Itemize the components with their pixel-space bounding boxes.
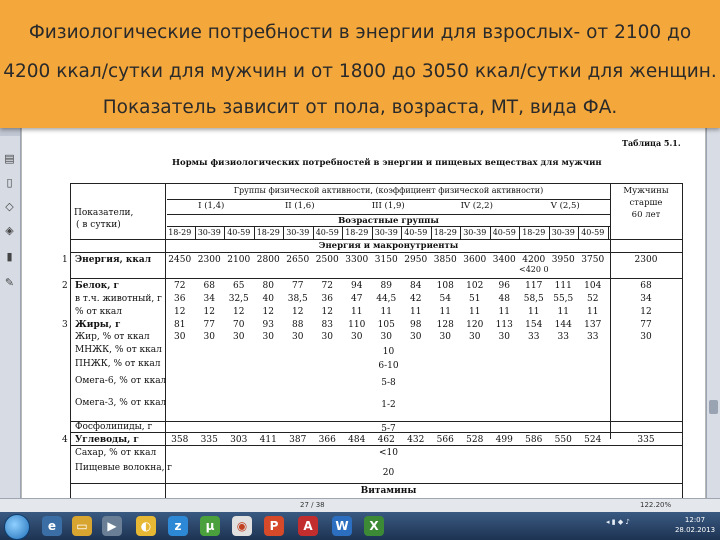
pdf-sidebar — [0, 128, 21, 498]
row-value: 55,5 — [553, 294, 574, 304]
row-value: 154 — [525, 320, 543, 330]
row-label: % от ккал — [75, 307, 123, 317]
table-rule — [70, 421, 682, 422]
header-group: I (1,4) — [198, 201, 225, 211]
fatty-label: Омега-3, % от ккал — [75, 398, 167, 408]
row-value: 42 — [410, 294, 422, 304]
row-value: 98 — [410, 320, 422, 330]
row-value: 11 — [380, 307, 392, 317]
row-value: 2950 — [404, 255, 428, 265]
row-value: 30 — [410, 332, 422, 342]
row-label: Жиры, г — [75, 320, 121, 330]
row-value: 72 — [174, 281, 186, 291]
row-value: 335 — [200, 435, 218, 445]
fatty-value: 5-7 — [381, 424, 396, 434]
row-value: 566 — [436, 435, 454, 445]
row-label: Энергия, ккал — [75, 255, 152, 265]
row-value: 68 — [640, 281, 652, 291]
row-value: 113 — [495, 320, 513, 330]
row-value: 33 — [528, 332, 540, 342]
row-value: 12 — [292, 307, 304, 317]
slide-banner — [0, 0, 720, 128]
row-value: 12 — [262, 307, 274, 317]
row-value: 11 — [557, 307, 569, 317]
header-elderly: 60 лет — [631, 210, 661, 220]
header-age: 18-29 — [168, 228, 192, 237]
header-age: 18-29 — [345, 228, 369, 237]
row-value: 70 — [233, 320, 245, 330]
section-vitamins: Витамины — [360, 486, 417, 496]
ie-icon[interactable]: e — [42, 516, 62, 536]
banner-line-3: Показатель зависит от пола, возраста, МТ, вида ФА. — [102, 97, 618, 118]
row-value: 38,5 — [287, 294, 308, 304]
fatty-label: Фосфолипиды, г — [75, 422, 153, 432]
row-value: 30 — [233, 332, 245, 342]
row-value: 117 — [525, 281, 543, 291]
row-value: 30 — [439, 332, 451, 342]
row-value: 3750 — [581, 255, 605, 265]
excel-icon[interactable]: X — [364, 516, 384, 536]
row-value: 30 — [203, 332, 215, 342]
row-value: 335 — [637, 435, 655, 445]
row-value: 34 — [640, 294, 652, 304]
row-value: 77 — [292, 281, 304, 291]
ftp-icon[interactable]: ◐ — [136, 516, 156, 536]
row-number: 1 — [62, 255, 68, 265]
attachments-icon[interactable]: ▯ — [6, 176, 13, 189]
sugar-value: <10 — [379, 448, 398, 458]
row-value: 93 — [262, 320, 274, 330]
row-value: 524 — [584, 435, 602, 445]
header-age: 30-39 — [286, 228, 310, 237]
row-value: 120 — [466, 320, 484, 330]
table-rule — [70, 483, 682, 484]
table-rule — [70, 183, 682, 184]
row-value: 2100 — [227, 255, 251, 265]
pages-icon[interactable]: ▤ — [4, 152, 15, 165]
banner-line-1: Физиологические потребности в энергии для взрослых- от 2100 до — [28, 22, 692, 43]
sidebar-toggle[interactable] — [0, 128, 20, 136]
fiber-label: Пищевые волокна, г — [75, 463, 173, 473]
row-value: 48 — [498, 294, 510, 304]
row-value: 110 — [348, 320, 366, 330]
fatty-value: 10 — [382, 347, 395, 357]
row-value: 499 — [495, 435, 513, 445]
header-age: 18-29 — [433, 228, 457, 237]
fatty-label: МНЖК, % от ккал — [75, 345, 162, 355]
table-rule — [608, 226, 609, 239]
row-value: 3300 — [345, 255, 369, 265]
fatty-value: 5-8 — [381, 378, 396, 388]
row-value: 52 — [587, 294, 599, 304]
table-rule — [167, 226, 610, 227]
row-value: 12 — [203, 307, 215, 317]
row-value: 484 — [348, 435, 366, 445]
row-value: 94 — [351, 281, 363, 291]
header-age: 18-29 — [522, 228, 546, 237]
header-group: II (1,6) — [284, 201, 315, 211]
sugar-label: Сахар, % от ккал — [75, 448, 157, 458]
row-value: 2500 — [315, 255, 339, 265]
header-group: V (2,5) — [550, 201, 580, 211]
row-value: 65 — [233, 281, 245, 291]
table-number: Таблица 5.1. — [622, 138, 681, 148]
row-value: 54 — [439, 294, 451, 304]
table-rule — [70, 278, 682, 279]
table-rule — [70, 252, 682, 253]
row-value: 12 — [321, 307, 333, 317]
row-value: 11 — [351, 307, 363, 317]
row-value: 11 — [528, 307, 540, 317]
row-value: 32,5 — [228, 294, 249, 304]
header-indicators-unit: ( в сутки) — [76, 220, 121, 230]
row-value: 108 — [436, 281, 454, 291]
row-value: 528 — [466, 435, 484, 445]
header-age: 40-59 — [227, 228, 251, 237]
row-value: 462 — [377, 435, 395, 445]
row-value: 30 — [351, 332, 363, 342]
table-rule — [70, 445, 682, 446]
row-value: 84 — [410, 281, 422, 291]
row-number: 2 — [62, 281, 68, 291]
row-value: 105 — [377, 320, 395, 330]
header-activity-groups: Группы физической активности, (коэффициент физической активности) — [233, 186, 544, 195]
row-value: 96 — [498, 281, 510, 291]
row-value: 4200 — [522, 255, 546, 265]
row-value: 11 — [587, 307, 599, 317]
table-rule — [167, 199, 610, 200]
clock[interactable] — [672, 515, 718, 535]
row-value: 30 — [292, 332, 304, 342]
row-value: 432 — [407, 435, 425, 445]
row-value: 81 — [174, 320, 186, 330]
table-rule — [167, 214, 610, 215]
row-value: 586 — [525, 435, 543, 445]
row-value: 387 — [289, 435, 307, 445]
row-value: 358 — [171, 435, 189, 445]
taskbar — [0, 512, 720, 540]
row-value: 111 — [554, 281, 572, 291]
row-value: 58,5 — [523, 294, 544, 304]
row-value: 47 — [351, 294, 363, 304]
clock-time: 12:07 — [684, 516, 706, 524]
header-age: 40-59 — [492, 228, 516, 237]
header-group: III (1,9) — [371, 201, 405, 211]
layers-icon[interactable]: ◈ — [5, 224, 14, 237]
row-value: 34 — [203, 294, 215, 304]
signature-icon[interactable]: ✎ — [4, 276, 15, 289]
row-value: 3950 — [551, 255, 575, 265]
row-label: в т.ч. животный, г — [75, 294, 162, 304]
comments-icon[interactable]: ◇ — [5, 200, 14, 213]
word-icon[interactable]: W — [332, 516, 352, 536]
header-age: 18-29 — [256, 228, 280, 237]
row-value: 2800 — [256, 255, 280, 265]
row-value: 411 — [259, 435, 277, 445]
row-value: 77 — [640, 320, 652, 330]
pdf-page — [22, 128, 705, 498]
row-value: 11 — [498, 307, 510, 317]
vertical-scrollbar[interactable] — [706, 128, 720, 498]
row-value: 3850 — [433, 255, 457, 265]
row-value: 11 — [410, 307, 422, 317]
row-value: 30 — [640, 332, 652, 342]
row-value: 303 — [230, 435, 248, 445]
row-value: 104 — [584, 281, 602, 291]
fatty-label: ПНЖК, % от ккал — [75, 359, 161, 369]
media-icon[interactable]: ▶ — [102, 516, 122, 536]
row-value: 51 — [469, 294, 481, 304]
row-value: 30 — [174, 332, 186, 342]
row-value: 550 — [554, 435, 572, 445]
row-value: 72 — [321, 281, 333, 291]
section-energy: Энергия и макронутриенты — [318, 241, 459, 251]
header-elderly: Мужчины — [623, 186, 669, 196]
z-app-icon[interactable]: z — [168, 516, 188, 536]
header-age: 30-39 — [551, 228, 575, 237]
row-value: 3400 — [492, 255, 516, 265]
table-rule — [682, 183, 683, 498]
table-rule — [70, 239, 682, 240]
status-bar — [0, 498, 720, 513]
row-label: Углеводы, г — [75, 435, 139, 445]
row-value: 83 — [321, 320, 333, 330]
row-value: 30 — [498, 332, 510, 342]
row-value: 102 — [466, 281, 484, 291]
browser-icon[interactable]: ◉ — [232, 516, 252, 536]
header-age: 30-39 — [374, 228, 398, 237]
row-value: 366 — [318, 435, 336, 445]
row-value: 36 — [174, 294, 186, 304]
folder-icon[interactable]: ▭ — [72, 516, 92, 536]
row-value: 44,5 — [376, 294, 397, 304]
table-rule — [70, 183, 71, 498]
row-value: 12 — [174, 307, 186, 317]
clock-date: 28.02.2013 — [674, 526, 716, 534]
row-value: 11 — [439, 307, 451, 317]
row-value: 144 — [554, 320, 572, 330]
row-value: 30 — [380, 332, 392, 342]
header-age-groups: Возрастные группы — [338, 216, 439, 226]
row-number: 4 — [62, 435, 68, 445]
row-label: Жир, % от ккал — [75, 332, 150, 342]
powerpoint-icon[interactable]: P — [264, 516, 284, 536]
row-value: 2300 — [634, 255, 658, 265]
header-age: 40-59 — [315, 228, 339, 237]
row-value: 3600 — [463, 255, 487, 265]
start-button[interactable] — [4, 514, 30, 540]
row-value: 137 — [584, 320, 602, 330]
row-value: 12 — [233, 307, 245, 317]
row-value: 89 — [380, 281, 392, 291]
row-note: <420 0 — [519, 265, 549, 274]
row-value: 30 — [321, 332, 333, 342]
row-label: Белок, г — [75, 281, 120, 291]
row-value: 30 — [469, 332, 481, 342]
header-group: IV (2,2) — [460, 201, 493, 211]
scrollbar-thumb[interactable] — [709, 400, 718, 414]
system-tray[interactable]: ◂ ▮ ◆ ♪ — [606, 518, 630, 526]
row-value: 88 — [292, 320, 304, 330]
row-value: 2650 — [286, 255, 310, 265]
header-age: 30-39 — [463, 228, 487, 237]
zoom-level[interactable]: 122.20% — [640, 501, 672, 509]
torrent-icon[interactable]: μ — [200, 516, 220, 536]
row-value: 40 — [262, 294, 274, 304]
acrobat-icon[interactable]: A — [298, 516, 318, 536]
fiber-value: 20 — [382, 468, 395, 478]
row-number: 3 — [62, 320, 68, 330]
row-value: 12 — [640, 307, 652, 317]
banner-line-2: 4200 ккал/сутки для мужчин и от 1800 до 3050 ккал/сутки для женщин. — [3, 61, 717, 82]
page-indicator[interactable]: 27 / 38 — [300, 501, 325, 509]
row-value: 77 — [203, 320, 215, 330]
fatty-value: 1-2 — [381, 400, 396, 410]
header-age: 40-59 — [581, 228, 605, 237]
row-value: 36 — [321, 294, 333, 304]
row-value: 128 — [436, 320, 454, 330]
row-value: 2450 — [168, 255, 192, 265]
row-value: 11 — [469, 307, 481, 317]
row-value: 68 — [203, 281, 215, 291]
row-value: 3150 — [374, 255, 398, 265]
header-elderly: старше — [629, 198, 663, 208]
row-value: 2300 — [197, 255, 221, 265]
row-value: 33 — [557, 332, 569, 342]
row-value: 33 — [587, 332, 599, 342]
bookmark-icon[interactable]: ▮ — [6, 250, 13, 263]
header-age: 40-59 — [404, 228, 428, 237]
fatty-value: 6-10 — [378, 361, 399, 371]
row-value: 30 — [262, 332, 274, 342]
row-value: 80 — [262, 281, 274, 291]
header-age: 30-39 — [197, 228, 221, 237]
table-title: Нормы физиологических потребностей в энергии и пищевых веществах для мужчин — [172, 158, 602, 168]
fatty-label: Омега-6, % от ккал — [75, 376, 167, 386]
header-indicators: Показатели, — [74, 208, 134, 218]
